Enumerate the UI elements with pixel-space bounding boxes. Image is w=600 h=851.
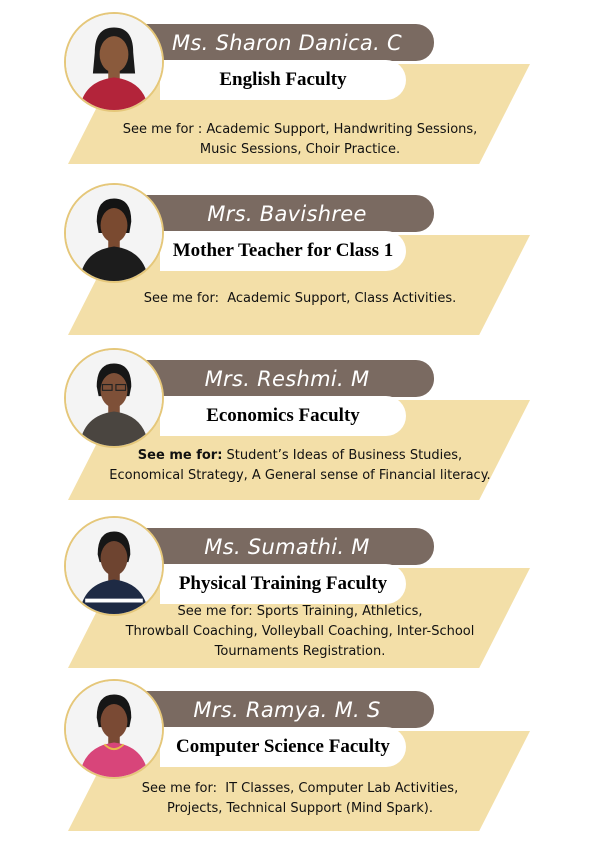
see-me-label: See me for: xyxy=(137,448,223,463)
description-line: Throwball Coaching, Volleyball Coaching, Inter-School xyxy=(125,624,475,639)
faculty-name: Mrs. Reshmi. M xyxy=(140,360,434,397)
faculty-role: Economics Faculty xyxy=(160,396,406,436)
faculty-description xyxy=(80,120,520,160)
faculty-description xyxy=(80,779,520,819)
faculty-description xyxy=(80,446,520,486)
faculty-name: Mrs. Ramya. M. S xyxy=(140,691,434,728)
see-me-label: See me for: xyxy=(143,291,219,306)
faculty-card-2 xyxy=(0,195,600,355)
faculty-description xyxy=(80,289,520,309)
faculty-photo xyxy=(64,348,164,448)
faculty-card-1 xyxy=(0,24,600,184)
faculty-role: English Faculty xyxy=(160,60,406,100)
description-line: Projects, Technical Support (Mind Spark). xyxy=(167,801,433,816)
faculty-card-4 xyxy=(0,528,600,688)
faculty-card-3 xyxy=(0,360,600,520)
faculty-name: Mrs. Bavishree xyxy=(140,195,434,232)
description-line: Tournaments Registration. xyxy=(214,644,386,659)
description-line: Music Sessions, Choir Practice. xyxy=(199,142,401,157)
faculty-role: Computer Science Faculty xyxy=(160,727,406,767)
faculty-card-5 xyxy=(0,691,600,851)
description-line: Economical Strategy, A General sense of Financial literacy. xyxy=(109,468,491,483)
description-line: Academic Support, Handwriting Sessions, xyxy=(206,122,478,137)
faculty-role: Mother Teacher for Class 1 xyxy=(160,231,406,271)
see-me-label: See me for: xyxy=(141,781,217,796)
description-line: IT Classes, Computer Lab Activities, xyxy=(225,781,459,796)
see-me-label: See me for: xyxy=(177,604,253,619)
faculty-photo xyxy=(64,183,164,283)
faculty-photo xyxy=(64,516,164,616)
faculty-name: Ms. Sumathi. M xyxy=(140,528,434,565)
description-line: Sports Training, Athletics, xyxy=(256,604,423,619)
faculty-photo xyxy=(64,679,164,779)
faculty-role: Physical Training Faculty xyxy=(160,564,406,604)
description-line: Student’s Ideas of Business Studies, xyxy=(226,448,463,463)
faculty-description xyxy=(80,602,520,662)
see-me-label: See me for : xyxy=(122,122,203,137)
description-line: Academic Support, Class Activities. xyxy=(227,291,457,306)
faculty-photo xyxy=(64,12,164,112)
faculty-name: Ms. Sharon Danica. C xyxy=(140,24,434,61)
